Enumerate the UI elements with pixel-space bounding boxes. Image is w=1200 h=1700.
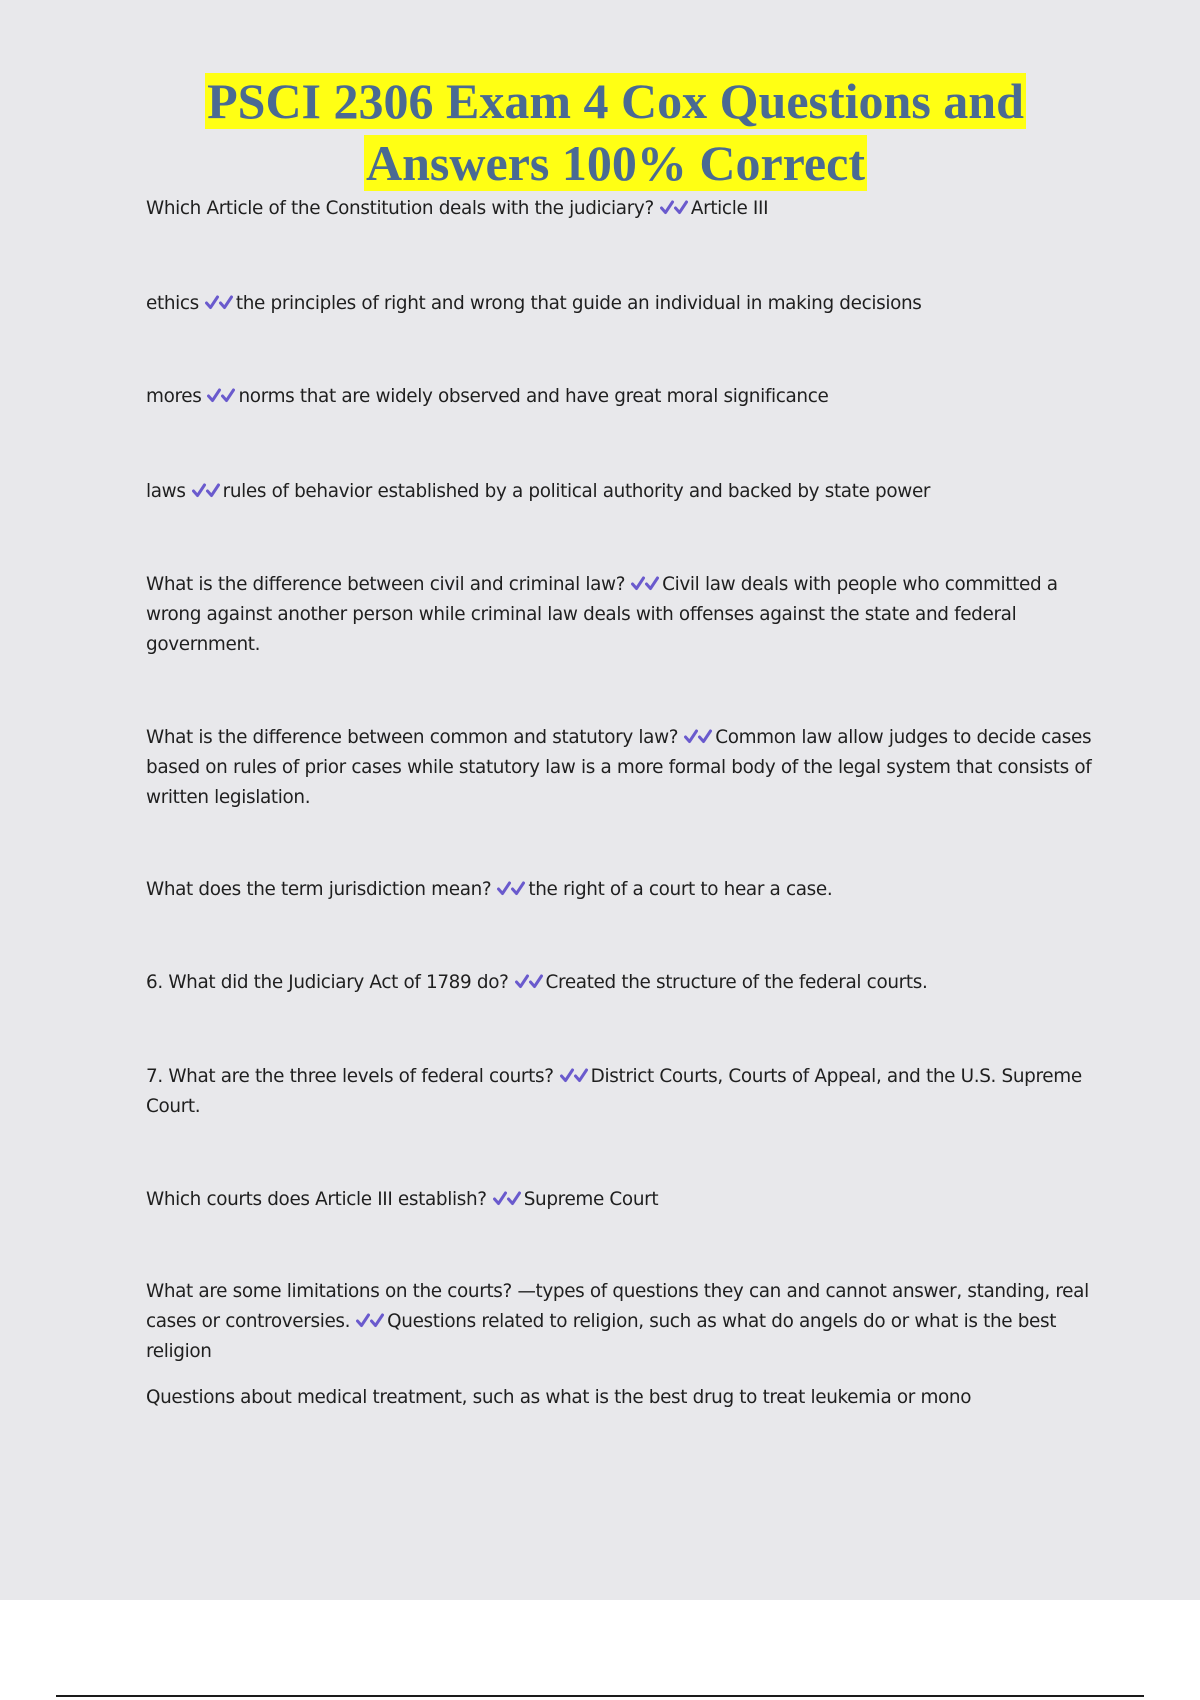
title-line-1: PSCI 2306 Exam 4 Cox Questions and [207, 73, 1024, 129]
footer-divider [56, 1695, 1144, 1697]
answer-text: Questions related to religion, such as what do angels do or what is the best religion [146, 1311, 1057, 1362]
double-checkmark-icon [660, 198, 688, 216]
question-text: Which Article of the Constitution deals with the judiciary? [146, 198, 654, 219]
qa-entry [146, 194, 1096, 224]
question-text: What is the difference between common and statutory law? [146, 727, 679, 748]
question-text: What is the difference between civil and criminal law? [146, 574, 626, 595]
answer-text: District Courts, Courts of Appeal, and the U.S. Supreme Court. [146, 1066, 1082, 1117]
qa-entry [146, 289, 1096, 319]
qa-entry [146, 477, 1096, 507]
answer-text: the principles of right and wrong that guide an individual in making decisions [235, 293, 922, 314]
double-checkmark-icon [493, 1189, 521, 1207]
answer-text: Common law allow judges to decide cases based on rules of prior cases while statutory law is a more formal body of the legal system that consists of written legislation. [146, 727, 1092, 808]
question-text: What does the term jurisdiction mean? [146, 879, 492, 900]
question-text: laws [146, 481, 186, 502]
qa-entry [146, 570, 1096, 660]
question-text: Which courts does Article III establish? [146, 1189, 487, 1210]
answer-text: Civil law deals with people who committed a wrong against another person while criminal law deals with offenses against the state and federal government. [146, 574, 1058, 655]
double-checkmark-icon [356, 1311, 384, 1329]
question-text: 6. What did the Judiciary Act of 1789 do? [146, 972, 509, 993]
answer-text: Supreme Court [523, 1189, 659, 1210]
double-checkmark-icon [631, 574, 659, 592]
double-checkmark-icon [684, 727, 712, 745]
qa-entry [146, 1062, 1096, 1122]
qa-entry [146, 382, 1096, 412]
qa-entry [146, 1185, 1096, 1215]
question-text: What are some limitations on the courts? —types of questions they can and cannot answer, standing, real cases or controversies. [146, 1281, 1089, 1332]
answer-text: rules of behavior established by a political authority and backed by state power [222, 481, 931, 502]
question-text: ethics [146, 293, 199, 314]
qa-entry [146, 1277, 1096, 1367]
double-checkmark-icon [497, 879, 525, 897]
qa-entry [146, 875, 1096, 905]
answer-continuation: Questions about medical treatment, such as what is the best drug to treat leukemia or mono [146, 1387, 972, 1408]
qa-entry [146, 968, 1096, 998]
qa-entry [146, 723, 1096, 813]
answer-text: the right of a court to hear a case. [528, 879, 833, 900]
double-checkmark-icon [560, 1066, 588, 1084]
answer-text: norms that are widely observed and have great moral significance [238, 386, 829, 407]
answer-text: Article III [690, 198, 769, 219]
double-checkmark-icon [207, 386, 235, 404]
answer-text: Created the structure of the federal courts. [545, 972, 928, 993]
document-title [100, 70, 1131, 194]
question-text: mores [146, 386, 202, 407]
double-checkmark-icon [205, 293, 233, 311]
double-checkmark-icon [515, 972, 543, 990]
question-text: 7. What are the three levels of federal courts? [146, 1066, 554, 1087]
double-checkmark-icon [192, 481, 220, 499]
title-line-2: Answers 100% Correct [366, 135, 865, 191]
